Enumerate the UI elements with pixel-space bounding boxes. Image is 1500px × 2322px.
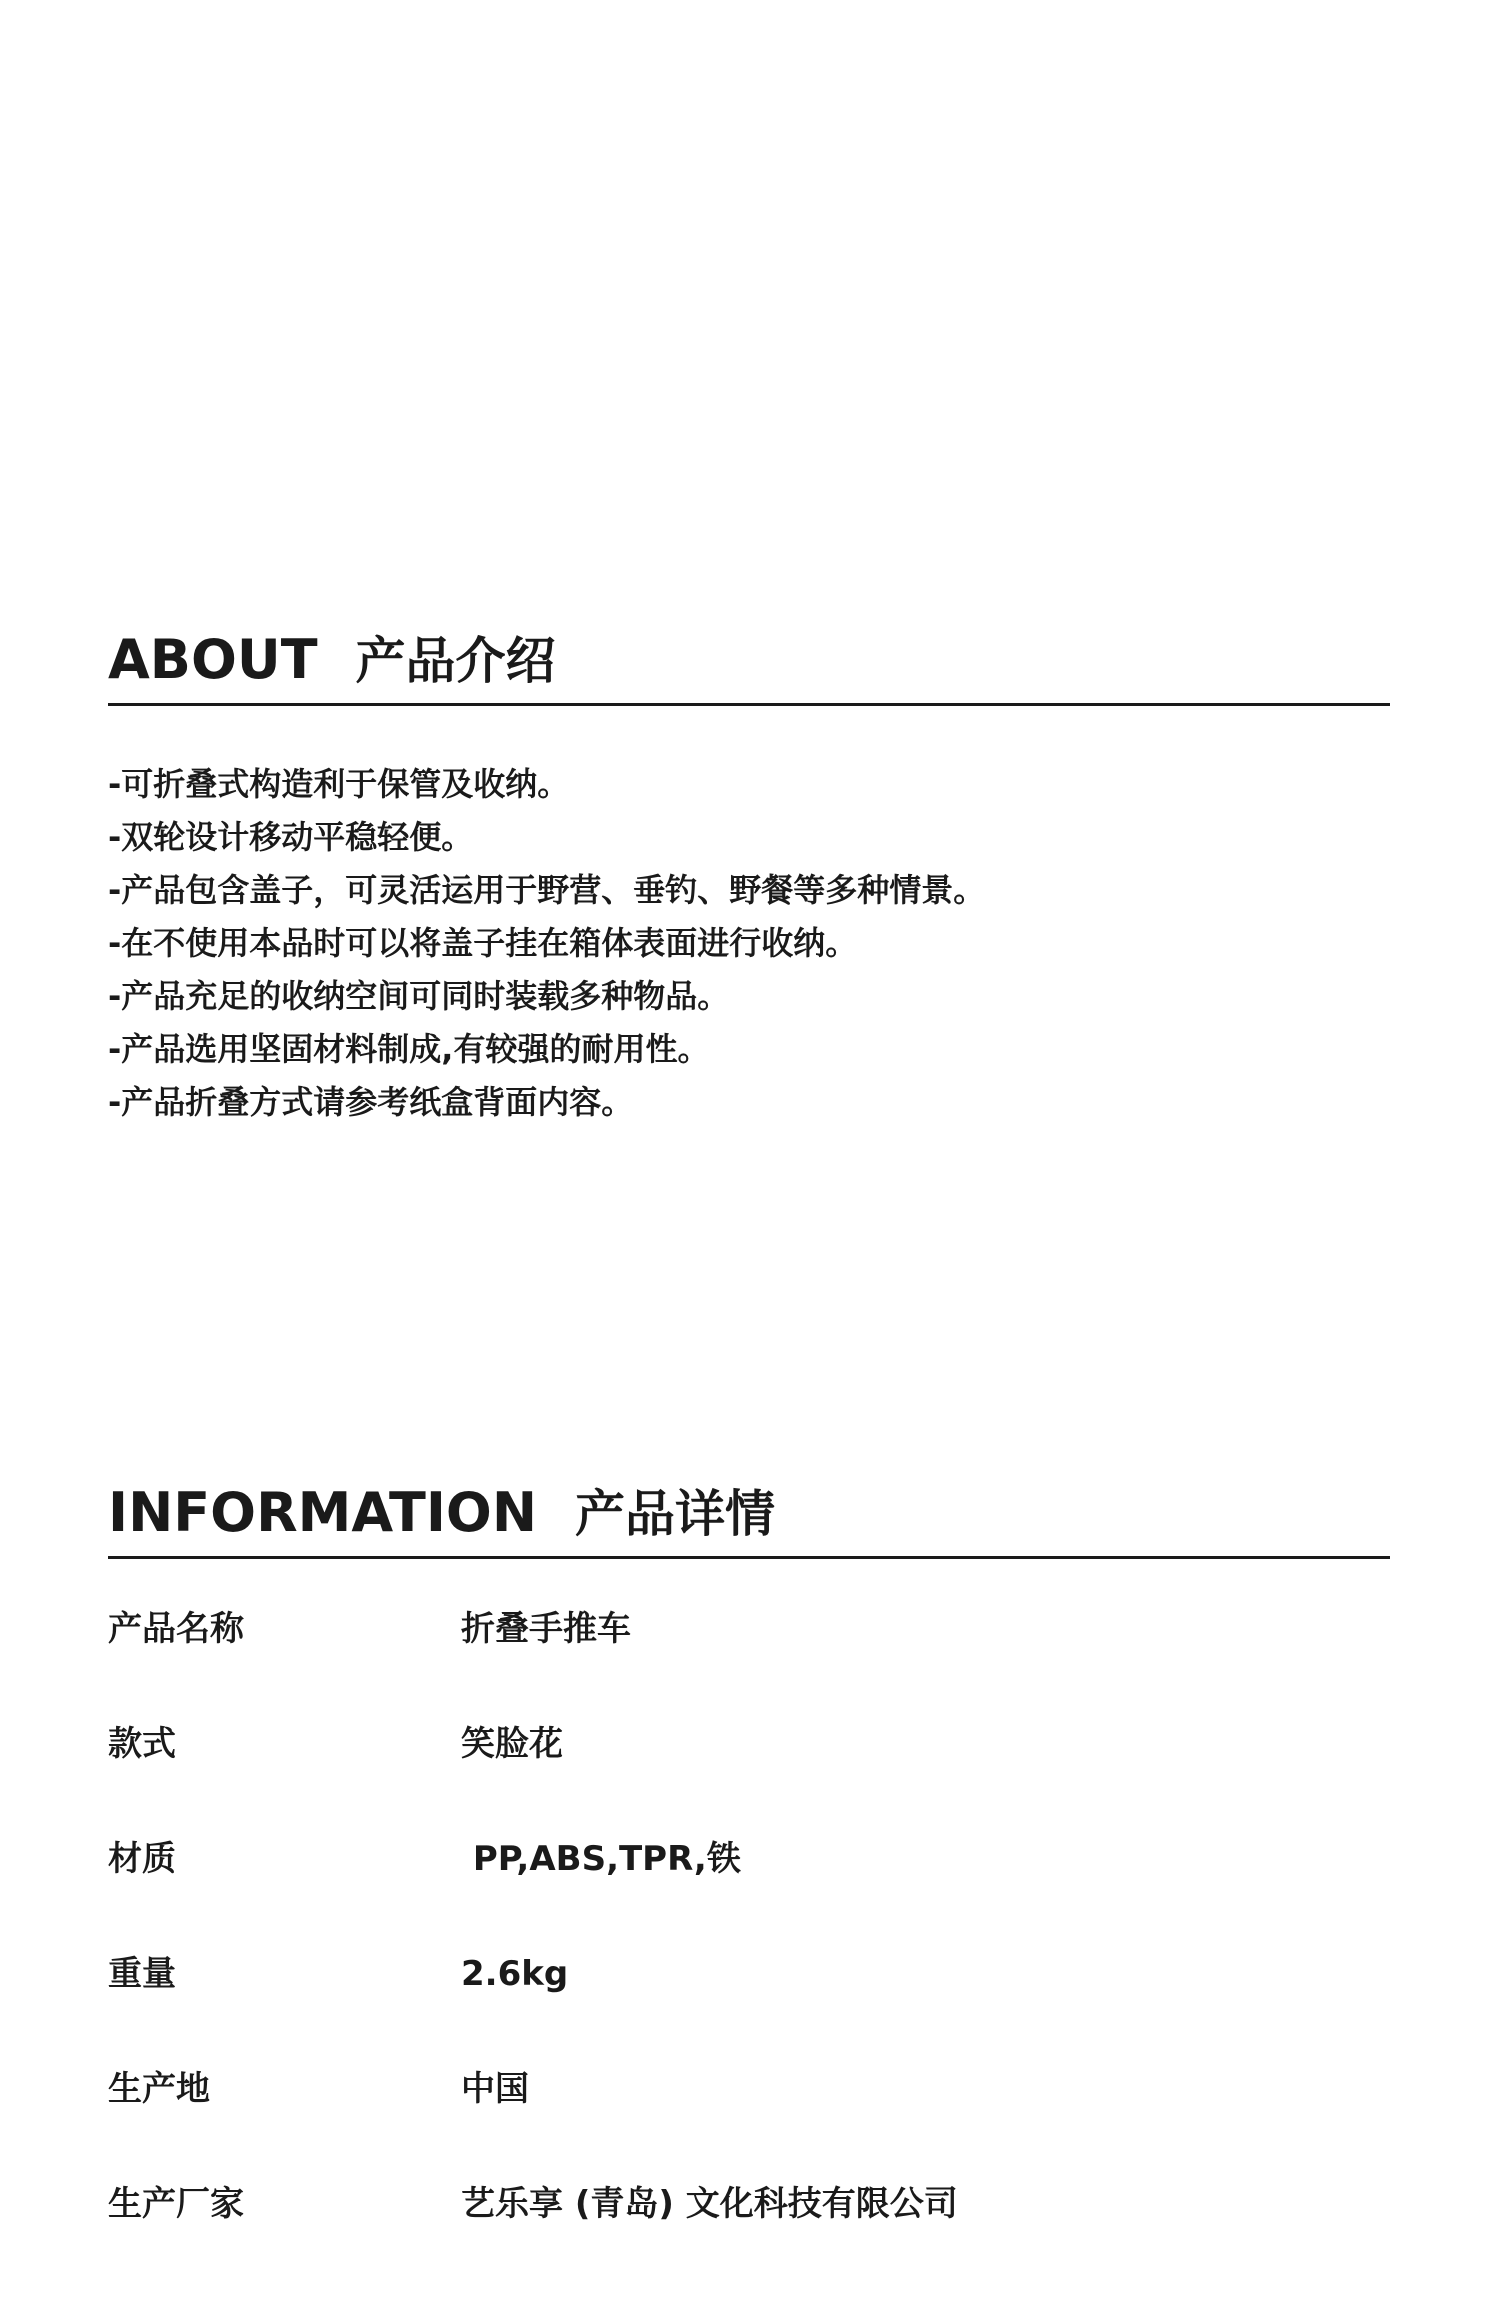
- about-feature-item: -可折叠式构造利于保管及收纳。: [108, 765, 570, 803]
- info-label: 产品名称: [108, 1609, 244, 1649]
- info-row-style: [108, 1722, 1390, 1837]
- info-label: 生产厂家: [108, 2184, 244, 2224]
- about-section: [108, 625, 1390, 1129]
- info-label: 重量: [108, 1954, 176, 1994]
- about-feature-list: [108, 758, 1390, 1129]
- info-value: 艺乐享 (青岛) 文化科技有限公司: [461, 2184, 958, 2224]
- information-section: [108, 1478, 1390, 2297]
- about-title-en: ABOUT: [108, 628, 318, 691]
- info-value: 中国: [461, 2069, 529, 2109]
- info-label: 款式: [108, 1724, 176, 1764]
- info-row-manufacturer: [108, 2182, 1390, 2297]
- about-heading: [108, 625, 1390, 706]
- information-title-en: INFORMATION: [108, 1481, 538, 1544]
- about-title-zh: 产品介绍: [355, 632, 556, 690]
- info-value: 2.6kg: [461, 1954, 569, 1994]
- information-heading: [108, 1478, 1390, 1559]
- info-row-product-name: [108, 1607, 1390, 1722]
- about-feature-item: -产品折叠方式请参考纸盒背面内容。: [108, 1083, 634, 1121]
- about-feature-item: -产品选用坚固材料制成,有较强的耐用性。: [108, 1030, 710, 1068]
- about-feature-item: -在不使用本品时可以将盖子挂在箱体表面进行收纳。: [108, 924, 858, 962]
- about-feature-item: -产品充足的收纳空间可同时装载多种物品。: [108, 977, 730, 1015]
- information-title-zh: 产品详情: [575, 1485, 776, 1543]
- about-feature-item: -产品包含盖子，可灵活运用于野营、垂钓、野餐等多种情景。: [108, 871, 986, 909]
- information-table: [108, 1607, 1390, 2297]
- info-row-material: [108, 1837, 1390, 1952]
- info-row-weight: [108, 1952, 1390, 2067]
- info-label: 生产地: [108, 2069, 210, 2109]
- info-row-origin: [108, 2067, 1390, 2182]
- about-feature-item: -双轮设计移动平稳轻便。: [108, 818, 474, 856]
- info-value: 笑脸花: [461, 1724, 563, 1764]
- info-value: 折叠手推车: [461, 1609, 631, 1649]
- info-value: PP,ABS,TPR,铁: [461, 1839, 741, 1879]
- info-label: 材质: [108, 1839, 176, 1879]
